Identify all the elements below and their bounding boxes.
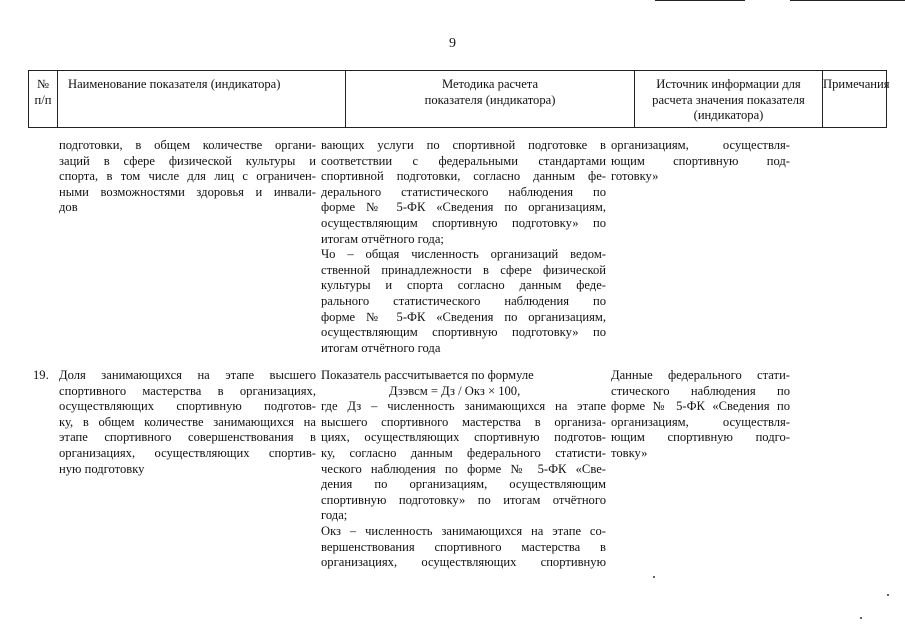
method-intro: Показатель рассчитывается по формуле	[321, 368, 534, 382]
top-edge-line	[790, 0, 905, 1]
row-19-method: Показатель рассчитывается по формуле Дзэвсм = Дз / Окз × 100, где Дз – численность занимающихся на этапе высшего спортивного мастерства в организа- циях, осуществляющих спортивную подготов- ку, согласно данным федерального статисти- ческого наблюдения по форме № 5-ФК «Све- дения по организациям, осуществляющим спортивную подготовку» по итогам отчётного года; Окз – численность занимающихся на этапе со- вершенствования спортивного мастерства в организациях, осуществляющих спортивную	[321, 368, 606, 570]
row-19-number: 19.	[33, 368, 49, 382]
formula: Дзэвсм = Дз / Окз × 100,	[389, 383, 521, 398]
top-edge-line	[655, 0, 745, 1]
row-18-source: организациям, осуществля- ющим спортивную под- готовку»	[611, 138, 790, 184]
header-indicator-name: Наименование показателя (индикатора)	[58, 71, 346, 127]
row-18-method: вающих услуги по спортивной подготовке в соответствии с федеральными стандартами спортивной подготовки, согласно данным фе- дерального статистического наблюдения по форме № 5-ФК «Сведения по организациям, осуществляющим спортивную подготовку» по итогам отчётного года; Чо – общая численность организаций ведом- ственной принадлежности в сфере физической культуры и спорта согласно данным феде- рального статистического наблюдения по форме № 5-ФК «Сведения по организациям, осуществляющим спортивную подготовку» по итогам отчётного года	[321, 138, 606, 355]
page-number: 9	[449, 36, 456, 51]
row-19-name: Доля занимающихся на этапе высшего спортивного мастерства в организациях, осуществляющих спортивную подготов- ку, в общем количестве занимающихся на этапе спортивного совершенствования в организациях, осуществляющих спортив- ную подготовку	[59, 368, 316, 476]
row-19-source: Данные федерального стати- стического наблюдения по форме № 5-ФК «Сведения по организациям, осуществля- ющим спортивную подго- товку»	[611, 368, 790, 460]
row-18-name: подготовки, в общем количестве органи- заций в сфере физической культуры и спорта, в том числе для лиц с ограничен- ными возможностями здоровья и инвали- дов	[59, 138, 316, 215]
scan-speck	[860, 617, 862, 619]
header-number: № п/п	[29, 71, 58, 127]
scan-speck	[887, 594, 889, 596]
header-source: Источник информации для расчета значения показателя (индикатора)	[635, 71, 823, 127]
header-method: Методика расчета показателя (индикатора)	[346, 71, 635, 127]
table-header	[28, 70, 890, 128]
scan-speck	[653, 576, 655, 578]
header-notes: Примечания	[823, 77, 890, 91]
